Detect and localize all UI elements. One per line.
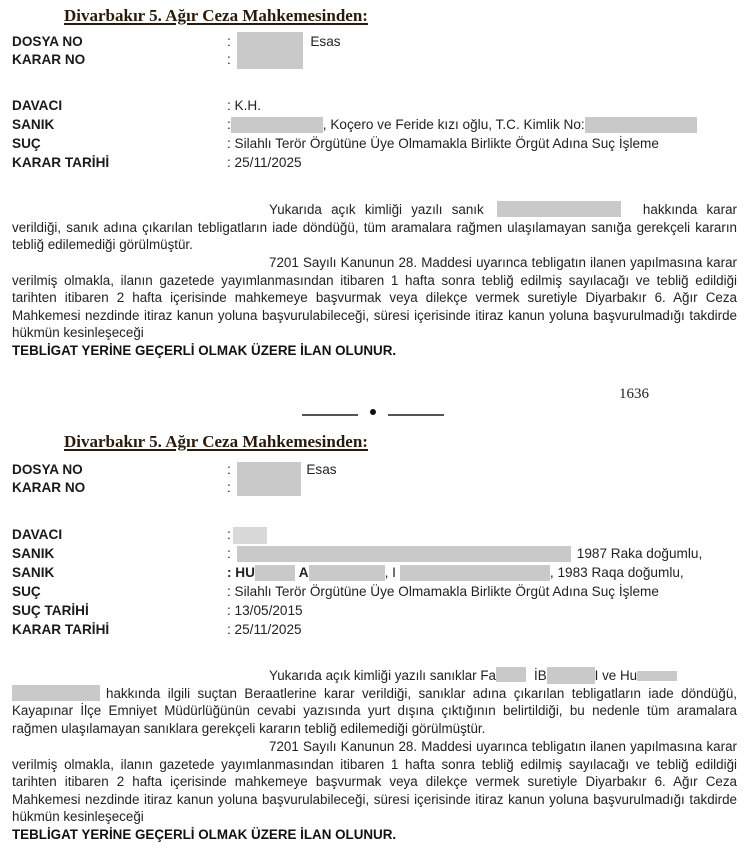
field-value: : [227,52,231,67]
field-karar-no [12,480,750,498]
field-label: KARAR NO [12,480,86,495]
page-number: 1636 [619,386,649,402]
field-label: DOSYA NO [12,462,83,477]
paragraph-text: 7201 Sayılı Kanunun 28. Maddesi uyarınca tebligatın ilanen yapılmasına karar verilmiş olmakla, ilanın gazetede yayımlanmasından itibaren 1 hafta sonra tebliğ edilmiş sayılacağı ve tebliğ edildiği tarihten itibaren 2 hafta içerisinde mahkemeye başvurmak veya dilekçe vermek suretiyle Diyarbakır 6. Ağır Ceza Mahkemesi nezdinde itiraz kanun yoluna başvurulabileceği, süresi içerisinde itiraz kanun yoluna başvurulmadığı takdirde hükmün kesinleşeceği [12,739,737,824]
paragraph-text: Yukarıda açık kimliği yazılı sanıklar Fa [269,668,496,683]
bullet-icon [370,409,376,415]
paragraph-text: İB [533,668,547,683]
field-text: , I [384,565,396,580]
field-karar-tarihi [12,622,750,640]
notice-2-paragraph-1 [12,667,737,737]
field-label: DOSYA NO [12,34,83,49]
field-label: SUÇ [12,136,41,151]
paragraph-text: hakkında karar verildiği, sanık adına çıkarılan tebligatların iade döndüğü, tüm aramalara rağmen ulaşılamayan sanığa gerekçeli kararın tebliğ edilemediği görülmüştür. [12,202,737,252]
field-value: : K.H. [227,98,261,113]
notice-1-paragraph-2 [12,254,737,359]
field-label: KARAR NO [12,52,86,67]
field-sanik-2 [12,565,750,583]
field-value [227,546,702,562]
field-value: : Silahlı Terör Örgütüne Üye Olmamakla Birlikte Örgüt Adına Suç İşleme [227,136,659,151]
redaction-box [400,565,550,581]
field-colon: : [227,462,231,477]
section-separator [302,406,447,420]
field-colon: : [227,34,231,49]
redaction-box [12,685,100,701]
field-dosya-no [12,34,750,52]
field-label: KARAR TARİHİ [12,622,110,637]
notice-1-heading: Divarbakır 5. Ağır Ceza Mahkemesinden: [64,6,368,25]
field-dosya-no [12,462,750,480]
field-colon: : [227,527,231,542]
field-colon: : [227,546,231,561]
field-text: , Koçero ve Feride kızı oğlu, T.C. Kimlik No: [322,117,585,132]
field-value: : 13/05/2015 [227,603,303,618]
field-label: SUÇ TARİHİ [12,603,89,618]
redaction-box [233,527,267,544]
field-karar-tarihi [12,155,750,173]
field-suffix: Esas [306,462,337,477]
field-value: : Silahlı Terör Örgütüne Üye Olmamakla Birlikte Örgüt Adına Suç İşleme [227,584,659,599]
field-value: : 25/11/2025 [227,155,302,170]
redaction-box [497,201,621,217]
redaction-box [547,667,595,684]
field-davaci [12,527,750,545]
separator-line [388,414,444,416]
closing-statement: TEBLİGAT YERİNE GEÇERLİ OLMAK ÜZERE İLAN OLUNUR. [12,826,397,842]
paragraph-text: 7201 Sayılı Kanunun 28. Maddesi uyarınca tebligatın ilanen yapılmasına karar verilmiş olmakla, ilanın gazetede yayımlanmasından itibaren 1 hafta sonra tebliğ edilmiş sayılacağı ve tebliğ edildiği tarihten itibaren 2 hafta içerisinde mahkemeye başvurmak veya dilekçe vermek suretiyle Diyarbakır 6. Ağır Ceza Mahkemesi nezdinde itiraz kanun yoluna başvurulabileceği, süresi içerisinde itiraz kanun yoluna başvurulmadığı takdirde hükmün kesinleşeceği [12,255,737,340]
field-suc [12,584,750,602]
field-label: KARAR TARİHİ [12,155,110,170]
paragraph-text: hakkında ilgili suçtan Beraatlerine karar verildiği, sanıklar adına çıkarılan tebligatların iade döndüğü, Kayapınar İlçe Emniyet Müdürlüğünün cevabi yazısında yurt dışına çıktığının belirtildiği, bu nedenle tüm aramalara rağmen ulaşılamayan sanıklara gerekçeli kararın tebliğ edilemediği görülmüştür. [12,685,737,736]
field-text: , 1983 Raqa doğumlu, [549,565,684,580]
redaction-box [255,565,295,581]
redaction-box [231,117,323,133]
field-text: 1987 Raka doğumlu, [576,546,703,561]
redaction-box [496,667,526,682]
redaction-box [637,671,677,681]
field-colon: : [227,117,231,132]
field-text: A [298,565,309,580]
field-label: DAVACI [12,98,63,113]
field-colon: : HU [227,565,255,580]
field-label: SUÇ [12,584,41,599]
redaction-box [585,117,697,133]
field-value [227,527,267,544]
field-davaci [12,98,750,116]
field-sanik [12,117,750,135]
paragraph-text: I ve Hu [594,668,638,683]
field-value [227,117,697,133]
field-suffix: Esas [310,34,341,49]
notice-2-heading: Divarbakır 5. Ağır Ceza Mahkemesinden: [64,432,368,451]
field-karar-no [12,52,750,70]
field-value: : 25/11/2025 [227,622,302,637]
redaction-box [237,546,571,562]
field-label: SANIK [12,565,55,580]
field-label: SANIK [12,117,55,132]
field-label: SANIK [12,546,55,561]
notice-2-paragraph-2 [12,738,737,843]
redaction-box [309,565,385,581]
field-suc [12,136,750,154]
field-label: DAVACI [12,527,63,542]
field-value [227,565,684,581]
closing-statement: TEBLİGAT YERİNE GEÇERLİ OLMAK ÜZERE İLAN OLUNUR. [12,342,397,358]
field-suc-tarihi [12,603,750,621]
separator-line [302,414,358,416]
paragraph-text: Yukarıda açık kimliği yazılı sanık [269,202,484,217]
field-sanik-1 [12,546,750,564]
notice-1-paragraph-1 [12,201,737,254]
field-value: : [227,480,231,495]
